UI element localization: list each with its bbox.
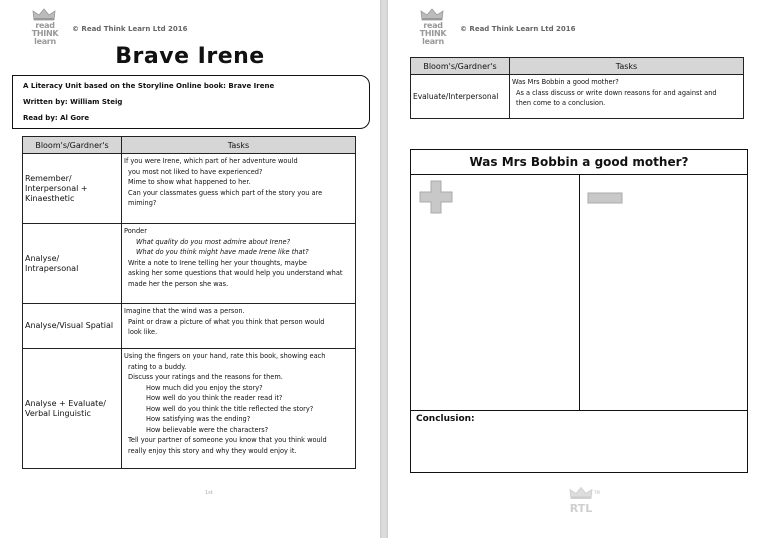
- copyright-text: © Read Think Learn Ltd 2016: [72, 25, 188, 33]
- task-line: Tell your partner of someone you know that you think would: [128, 436, 327, 444]
- unit-source-line: A Literacy Unit based on the Storyline Online book: Brave Irene: [23, 82, 275, 90]
- tasks-table: [22, 136, 356, 469]
- task-line: then come to a conclusion.: [516, 99, 606, 107]
- task-line: miming?: [128, 199, 157, 207]
- task-line: rating to a buddy.: [128, 362, 187, 371]
- task-line: How well do you think the reader read it?: [146, 394, 283, 402]
- crown-icon: [569, 486, 593, 500]
- task-line: made her the person she was.: [128, 279, 229, 288]
- task-line: How much did you enjoy the story?: [146, 383, 263, 392]
- author-line: Written by: William Steig: [23, 98, 123, 106]
- crown-icon: [420, 8, 444, 21]
- task-line: Mime to show what happened to her.: [128, 178, 251, 186]
- plus-icon: [419, 180, 453, 214]
- column-header-blooms: Bloom's/Gardner's: [23, 137, 122, 154]
- task-line: you most not liked to have experienced?: [128, 167, 263, 176]
- task-line: Using the fingers on your hand, rate this book, showing each: [124, 352, 326, 360]
- task-line: Discuss your ratings and the reasons for them.: [128, 373, 283, 381]
- page-footer-mark: 1st: [205, 490, 213, 496]
- logo-text: read THINK learn: [31, 21, 59, 46]
- task-line: As a class discuss or write down reasons for and against and: [516, 88, 717, 97]
- task-line: Was Mrs Bobbin a good mother?: [512, 78, 619, 86]
- minus-icon: [587, 192, 623, 204]
- conclusion-divider: [411, 410, 747, 411]
- evaluate-table: [410, 57, 744, 119]
- task-line: Paint or draw a picture of what you think that person would: [128, 317, 325, 326]
- column-header-tasks: Tasks: [510, 58, 744, 75]
- good-mother-box: [410, 149, 748, 473]
- task-line: Can your classmates guess which part of the story you are: [128, 188, 323, 197]
- column-header-blooms: Bloom's/Gardner's: [411, 58, 510, 75]
- task-line: asking her some questions that would help you understand what: [128, 269, 343, 277]
- tasks-cell: [122, 154, 356, 224]
- worksheet-page-2: [388, 0, 768, 538]
- task-line: How believable were the characters?: [146, 425, 269, 434]
- crown-icon: [32, 8, 56, 21]
- conclusion-label: Conclusion:: [416, 414, 475, 424]
- category-cell: Analyse + Evaluate/ Verbal Linguistic: [23, 349, 122, 469]
- tasks-cell: [122, 349, 356, 469]
- category-cell: Analyse/Visual Spatial: [23, 304, 122, 349]
- task-line: look like.: [128, 328, 158, 336]
- table-row: [23, 304, 356, 349]
- column-divider: [579, 175, 580, 410]
- table-row: [411, 75, 744, 119]
- task-line: What do you think might have made Irene like that?: [136, 248, 309, 256]
- task-line: If you were Irene, which part of her adventure would: [124, 157, 298, 165]
- tasks-cell: [122, 224, 356, 304]
- rtl-footer-logo: RTL TM: [566, 486, 596, 522]
- task-line: How well do you think the title reflected the story?: [146, 404, 314, 413]
- table-header-row: [411, 58, 744, 75]
- task-line: Ponder: [124, 227, 147, 235]
- category-cell: Evaluate/Interpersonal: [411, 75, 510, 119]
- read-think-learn-logo: [416, 8, 448, 54]
- table-header-row: [23, 137, 356, 154]
- reader-line: Read by: Al Gore: [23, 114, 90, 122]
- task-line: Imagine that the wind was a person.: [124, 307, 245, 315]
- table-row: [23, 349, 356, 469]
- task-line: How satisfying was the ending?: [146, 415, 251, 423]
- task-line: What quality do you most admire about Irene?: [136, 237, 291, 246]
- copyright-text: © Read Think Learn Ltd 2016: [460, 25, 576, 33]
- category-cell: Analyse/ Intrapersonal: [23, 224, 122, 304]
- task-line: Write a note to Irene telling her your thoughts, maybe: [128, 258, 307, 267]
- page-title: Brave Irene: [115, 44, 265, 69]
- unit-info-box: [12, 75, 370, 129]
- tasks-cell: [510, 75, 744, 119]
- column-header-tasks: Tasks: [122, 137, 356, 154]
- logo-text: read THINK learn: [419, 21, 447, 46]
- table-row: [23, 224, 356, 304]
- table-row: [23, 154, 356, 224]
- task-line: really enjoy this story and why they would enjoy it.: [128, 446, 297, 455]
- worksheet-page-1: [0, 0, 380, 538]
- box-title: Was Mrs Bobbin a good mother?: [411, 150, 747, 175]
- tasks-cell: [122, 304, 356, 349]
- category-cell: Remember/ Interpersonal + Kinaesthetic: [23, 154, 122, 224]
